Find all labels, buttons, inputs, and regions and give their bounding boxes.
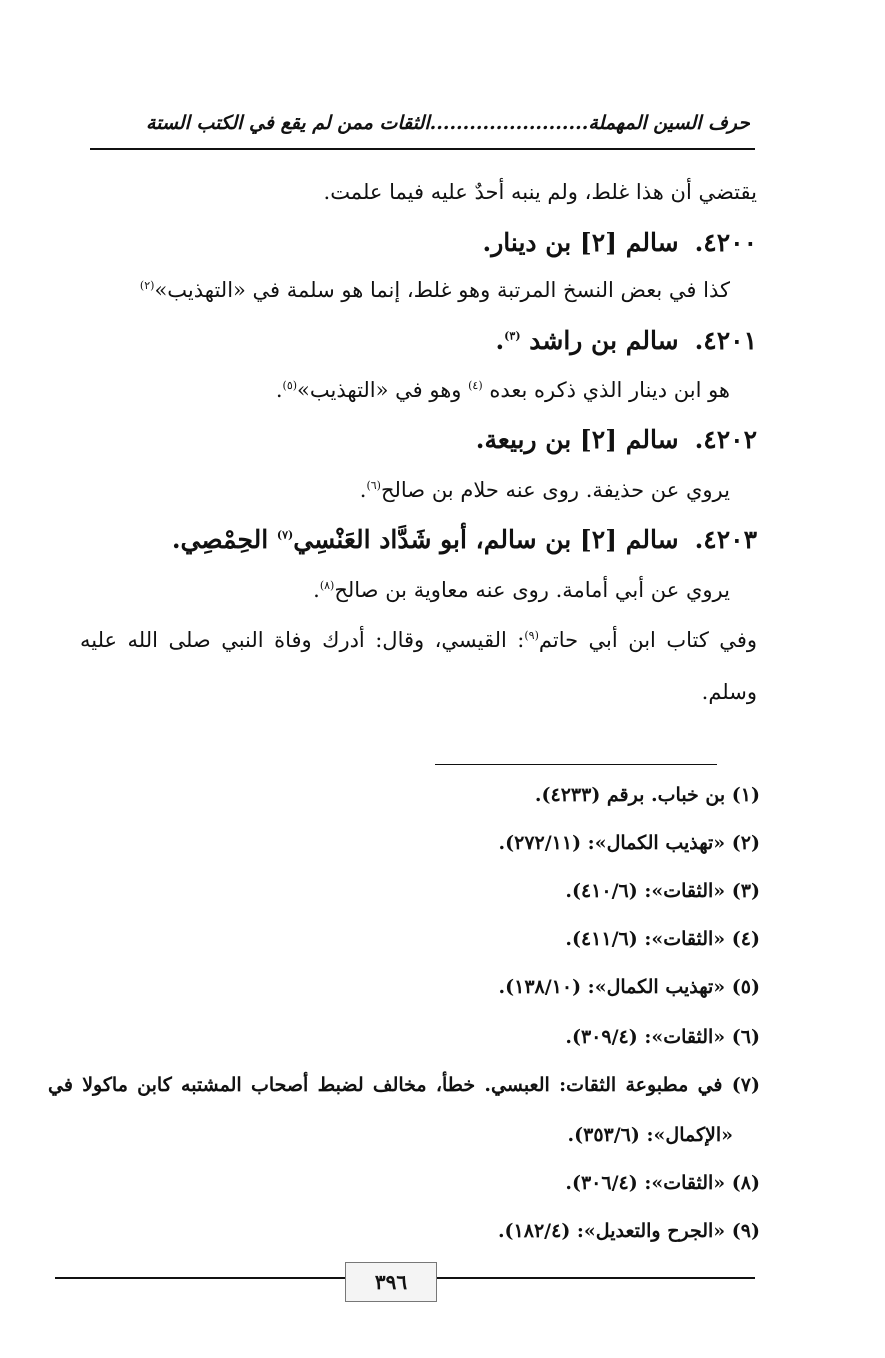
entry-4200-text [140, 278, 730, 302]
footnote-5: (٥) «تهذيب الكمال»: (١٣٨/١٠). [498, 976, 760, 998]
entry-name: سالم [٢] بن دينار. [482, 228, 679, 257]
entry-4200-heading [483, 228, 758, 257]
entry-4203-heading [172, 525, 757, 554]
header-book-title: الثقات ممن لم يقع في الكتب الستة [145, 112, 430, 134]
footnote-ref: (٢) [139, 279, 155, 292]
entry-number: ٤٢٠٠. [694, 228, 757, 257]
footnote-9: (٩) «الجرح والتعديل»: (١٨٢/٤). [497, 1220, 760, 1242]
header-rule [90, 148, 755, 150]
entry-4203-text-3 [702, 680, 757, 704]
bottom-rule-right [435, 1277, 755, 1279]
entry-4202-heading [476, 425, 757, 454]
entry-4203-text-1: يروي عن أبي أمامة. روى عنه معاوية بن صالح$^{(٨)}$. [313, 578, 730, 602]
entry-text: : القيسي، وقال: أدرك وفاة النبي صلى الله عليه [80, 628, 525, 652]
entry-text: وسلم. [701, 680, 757, 704]
footnote-1: (١) بن خباب. برقم (٤٢٣٣). [534, 784, 760, 806]
entry-4201-text: هو ابن دينار الذي ذكره بعده $^{(٤)}$ وهو في «التهذيب»$^{(٥)}$. [275, 378, 730, 402]
bottom-rule-left [55, 1277, 345, 1279]
page-number: ٣٩٦ [345, 1262, 437, 1302]
entry-text: يروي عن حذيفة. روى عنه حلام بن صالح [380, 478, 730, 502]
entry-text: وفي كتاب ابن أبي حاتم [538, 628, 757, 652]
entry-period: . [495, 326, 505, 355]
header-chapter: حرف السين المهملة [588, 112, 750, 134]
entry-name: سالم [٢] بن سالم، أبو شَدَّاد العَنْسِي [293, 525, 679, 554]
body-line-text: يقتضي أن هذا غلط، ولم ينبه أحدٌ عليه فيما علمت. [323, 180, 757, 204]
entry-text: كذا في بعض النسخ المرتبة وهو غلط، إنما هو سلمة في «التهذيب» [154, 278, 730, 302]
footnote-separator [435, 764, 717, 765]
footnote-ref: (٤) [468, 379, 483, 392]
footnote-4: (٤) «الثقات»: (٤١١/٦). [565, 928, 760, 950]
footnote-2: (٢) «تهذيب الكمال»: (٢٧٢/١١). [498, 832, 760, 854]
footnote-7-line-2: «الإكمال»: (٣٥٣/٦). [567, 1124, 733, 1146]
entry-name: الحِمْصِي. [171, 525, 269, 554]
footnote-ref: (٩) [524, 629, 539, 642]
footnote-6: (٦) «الثقات»: (٣٠٩/٤). [565, 1026, 760, 1048]
entry-4202-text: يروي عن حذيفة. روى عنه حلام بن صالح$^{(٦)}$. [359, 478, 730, 502]
footnote-8: (٨) «الثقات»: (٣٠٦/٤). [565, 1172, 760, 1194]
header-dots: ........................ [429, 112, 589, 134]
entry-number: ٤٢٠١. [694, 326, 757, 355]
body-line-continuation [324, 180, 757, 204]
footnote-3: (٣) «الثقات»: (٤١٠/٦). [565, 880, 760, 902]
entry-text: وهو في «التهذيب» [297, 378, 462, 402]
entry-name: سالم [٢] بن ربيعة. [475, 425, 679, 454]
footnote-ref: (٣) [504, 329, 521, 343]
entry-number: ٤٢٠٢. [694, 425, 757, 454]
entry-4201-heading [495, 326, 757, 355]
footnote-ref: (٥) [282, 379, 298, 392]
footnote-ref: (٧) [276, 528, 294, 542]
entry-4203-text-2 [80, 628, 757, 652]
footnote-ref: (٨) [319, 579, 335, 592]
footnote-7-line-1: (٧) في مطبوعة الثقات: العبسي. خطأ، مخالف لضبط أصحاب المشتبه كابن ماكولا في [48, 1074, 760, 1096]
footnote-ref: (٦) [366, 479, 381, 492]
entry-text: هو ابن دينار الذي ذكره بعده [489, 378, 730, 402]
entry-number: ٤٢٠٣. [694, 525, 757, 554]
running-header [90, 112, 750, 134]
entry-name: سالم بن راشد [529, 326, 679, 355]
entry-text: يروي عن أبي أمامة. روى عنه معاوية بن صالح [334, 578, 730, 602]
